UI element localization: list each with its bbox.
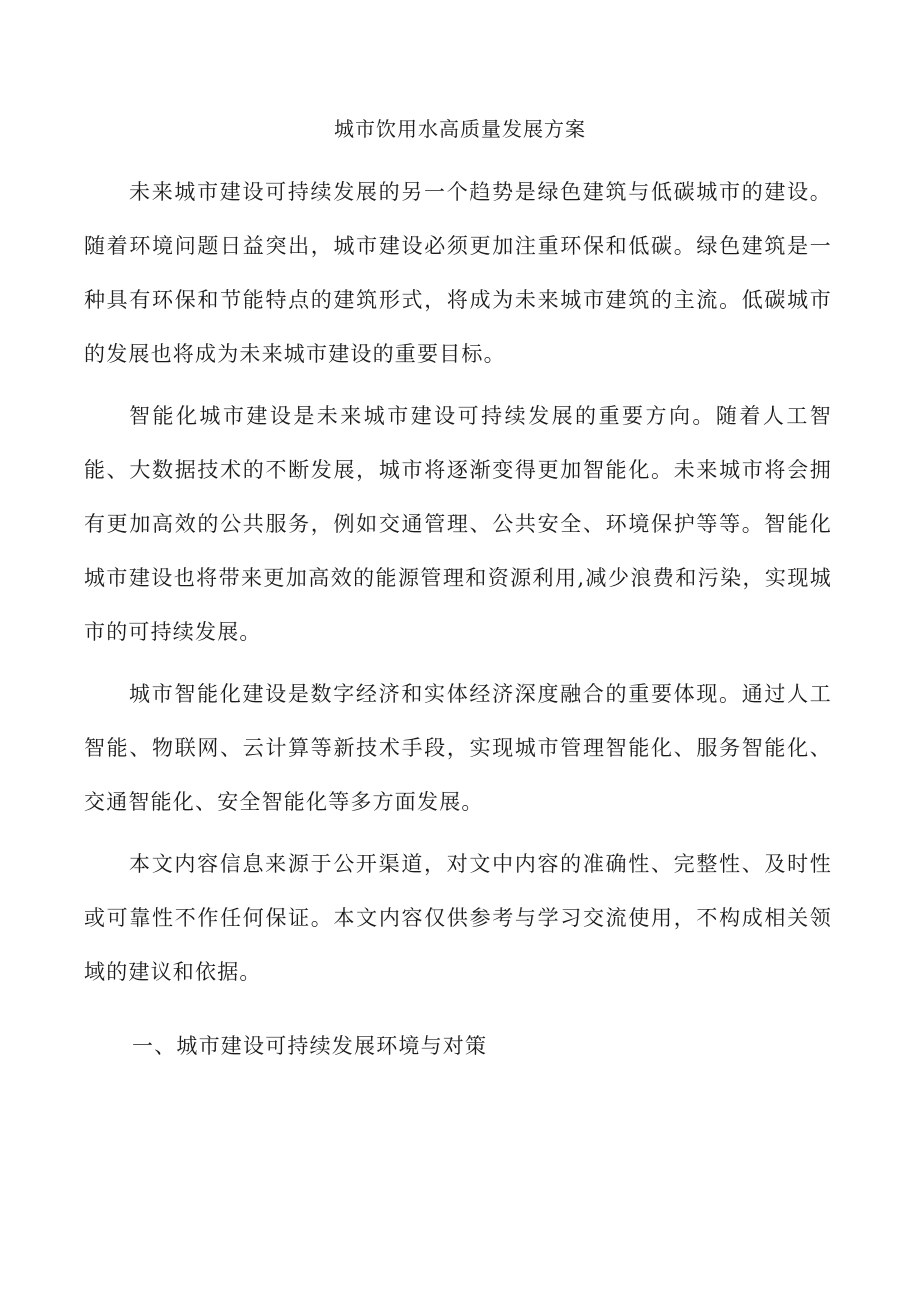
paragraph-smart-city: 智能化城市建设是未来城市建设可持续发展的重要方向。随着人工智能、大数据技术的不断发展，城市将逐渐变得更加智能化。未来城市将会拥有更加高效的公共服务，例如交通管理、公共安全、环境保护等等。智能化城市建设也将带来更加高效的能源管理和资源利用,减少浪费和污染，实现城市的可持续发展。	[84, 404, 832, 644]
paragraph-green-building: 未来城市建设可持续发展的另一个趋势是绿色建筑与低碳城市的建设。随着环境问题日益突出，城市建设必须更加注重环保和低碳。绿色建筑是一种具有环保和节能特点的建筑形式，将成为未来城市建筑的主流。低碳城市的发展也将成为未来城市建设的重要目标。	[84, 180, 832, 366]
paragraph-disclaimer: 本文内容信息来源于公开渠道，对文中内容的准确性、完整性、及时性或可靠性不作任何保证。本文内容仅供参考与学习交流使用，不构成相关领域的建议和依据。	[84, 852, 832, 984]
document-title: 城市饮用水高质量发展方案	[334, 117, 586, 141]
section-heading: 一、城市建设可持续发展环境与对策	[132, 1034, 488, 1058]
paragraph-digital-economy: 城市智能化建设是数字经济和实体经济深度融合的重要体现。通过人工智能、物联网、云计算等新技术手段，实现城市管理智能化、服务智能化、交通智能化、安全智能化等多方面发展。	[84, 682, 832, 814]
